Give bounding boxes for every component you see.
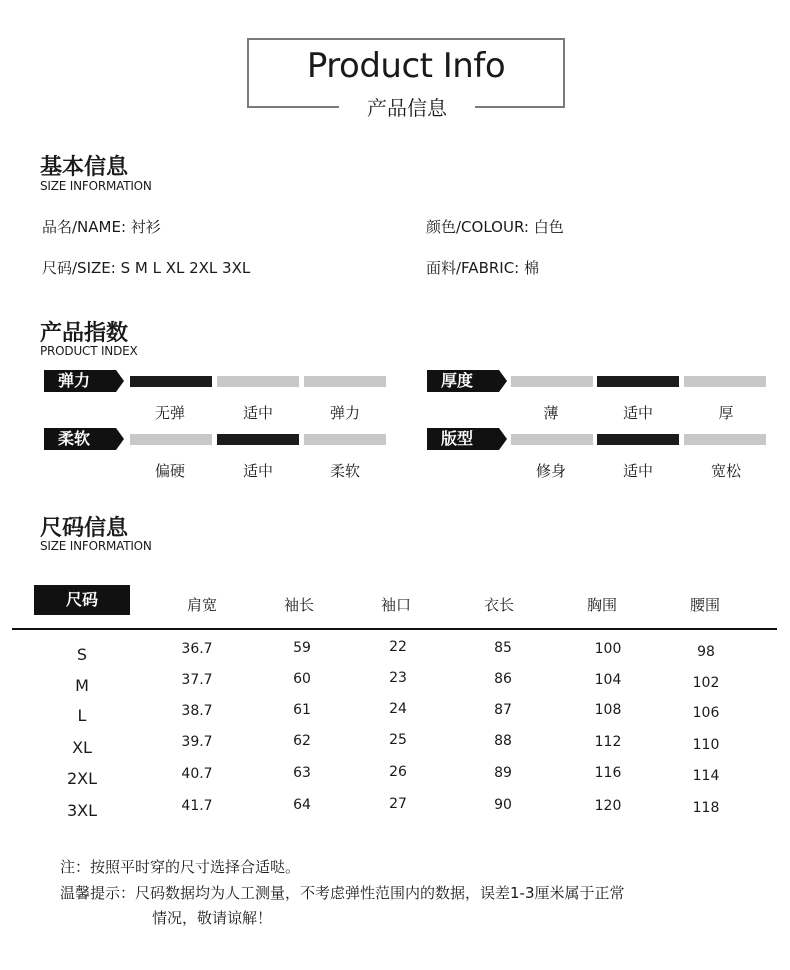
table-cell: 38.7: [181, 703, 213, 719]
index-level-label: 无弹: [154, 404, 185, 422]
tag-arrow-icon: [116, 370, 124, 392]
table-cell: 41.7: [181, 798, 213, 814]
table-header: 衣长: [483, 596, 514, 614]
index-level-label: 薄: [543, 404, 559, 422]
tag-arrow-icon: [116, 428, 124, 450]
table-cell-size: S: [76, 645, 88, 664]
table-cell: 110: [692, 737, 720, 753]
table-cell: 89: [494, 765, 512, 781]
table-cell: 61: [293, 702, 311, 718]
table-cell: 88: [494, 733, 512, 749]
product-index-subtitle: PRODUCT INDEX: [40, 344, 138, 358]
index-level-label: 弹力: [329, 404, 360, 422]
index-tag-softness: [44, 428, 116, 450]
index-bar: [684, 434, 766, 445]
table-cell: 27: [389, 796, 407, 812]
index-level-label: 厚: [718, 404, 734, 422]
index-tag-label: 厚度: [441, 371, 474, 390]
index-bar: [130, 434, 212, 445]
note-line: 注：按照平时穿的尺寸选择合适哒。: [60, 858, 301, 876]
table-cell: 59: [293, 640, 311, 656]
title-cn-wrapper: [339, 92, 475, 120]
index-tag-thickness: [427, 370, 499, 392]
index-bar: [304, 376, 386, 387]
table-cell: 87: [494, 702, 512, 718]
table-cell: 90: [494, 797, 512, 813]
tag-arrow-icon: [499, 428, 507, 450]
tag-arrow-icon: [499, 370, 507, 392]
table-header: 袖长: [283, 596, 314, 614]
table-cell: 118: [692, 800, 720, 816]
size-info-title: 尺码信息: [40, 516, 129, 541]
index-bar: [511, 434, 593, 445]
table-cell: 98: [697, 644, 715, 660]
table-cell: 22: [389, 639, 407, 655]
table-cell: 86: [494, 671, 512, 687]
index-bar: [684, 376, 766, 387]
title-cn: 产品信息: [367, 96, 447, 120]
table-cell: 23: [389, 670, 407, 686]
table-cell: 60: [293, 671, 311, 687]
table-cell: 104: [594, 672, 622, 688]
table-header: 袖口: [380, 596, 411, 614]
index-tag-fit: [427, 428, 499, 450]
index-level-label: 修身: [535, 462, 566, 480]
table-cell: 63: [293, 765, 311, 781]
title-box: [247, 38, 565, 120]
table-cell-size: 3XL: [66, 801, 98, 820]
table-cell: 26: [389, 764, 407, 780]
index-level-label: 适中: [242, 404, 273, 422]
index-level-label: 适中: [242, 462, 273, 480]
table-cell-size: 2XL: [66, 769, 98, 788]
table-cell: 36.7: [181, 641, 213, 657]
index-level-label: 偏硬: [154, 462, 185, 480]
product-index-title: 产品指数: [40, 321, 129, 346]
table-cell: 120: [594, 798, 622, 814]
index-bar: [217, 434, 299, 445]
index-bar: [304, 434, 386, 445]
table-cell: 39.7: [181, 734, 213, 750]
table-header: 胸围: [586, 596, 617, 614]
index-bar: [597, 434, 679, 445]
table-cell: 102: [692, 675, 720, 691]
table-cell: 100: [594, 641, 622, 657]
index-bar: [511, 376, 593, 387]
index-tag-elasticity: [44, 370, 116, 392]
title-en: Product Info: [306, 46, 506, 86]
index-bar: [130, 376, 212, 387]
table-cell: 37.7: [181, 672, 213, 688]
table-cell-size: L: [77, 706, 87, 725]
table-cell: 85: [494, 640, 512, 656]
table-cell: 106: [692, 705, 720, 721]
product-name: 品名/NAME: 衬衫: [42, 218, 161, 236]
index-tag-label: 柔软: [58, 429, 91, 448]
size-info-subtitle: SIZE INFORMATION: [40, 539, 152, 553]
index-level-label: 宽松: [710, 462, 741, 480]
table-cell: 108: [594, 702, 622, 718]
index-level-label: 柔软: [329, 462, 360, 480]
table-cell: 64: [293, 797, 311, 813]
index-level-label: 适中: [622, 404, 653, 422]
index-tag-label: 版型: [441, 429, 474, 448]
table-cell-size: M: [75, 676, 89, 695]
note-tip: 温馨提示：尺码数据均为人工测量，不考虑弹性范围内的数据，误差1-3厘米属于正常: [60, 884, 625, 902]
note-tip-continued: 情况，敬请谅解！: [152, 909, 273, 927]
table-header: 肩宽: [186, 596, 217, 614]
table-divider: [12, 628, 777, 630]
table-cell: 116: [594, 765, 622, 781]
table-cell: 24: [389, 701, 407, 717]
table-cell: 114: [692, 768, 720, 784]
table-cell: 62: [293, 733, 311, 749]
product-sizes: 尺码/SIZE: S M L XL 2XL 3XL: [42, 259, 251, 277]
table-cell-size: XL: [72, 738, 92, 757]
table-header: 腰围: [689, 596, 720, 614]
index-bar: [217, 376, 299, 387]
table-cell: 25: [389, 732, 407, 748]
table-cell: 112: [594, 734, 622, 750]
basic-info-subtitle: SIZE INFORMATION: [40, 179, 152, 193]
index-level-label: 适中: [622, 462, 653, 480]
table-cell: 40.7: [181, 766, 213, 782]
product-colour: 颜色/COLOUR: 白色: [426, 218, 564, 236]
product-fabric: 面料/FABRIC: 棉: [426, 259, 539, 277]
index-bar: [597, 376, 679, 387]
basic-info-title: 基本信息: [40, 155, 129, 180]
size-header-tag: 尺码: [34, 585, 130, 615]
index-tag-label: 弹力: [58, 371, 91, 390]
